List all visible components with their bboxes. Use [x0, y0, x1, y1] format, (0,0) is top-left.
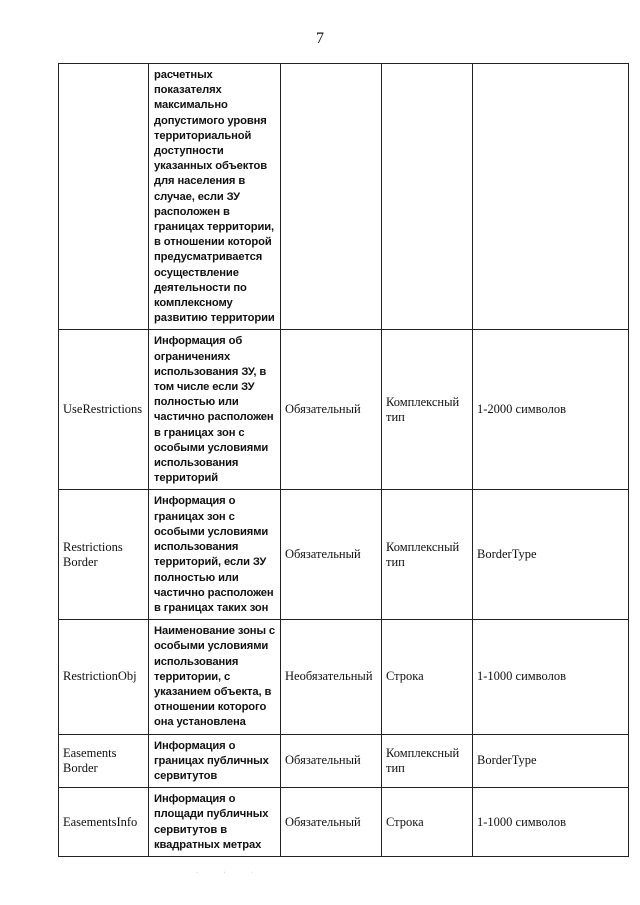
format-cell: BorderType — [473, 490, 629, 620]
table-row — [59, 620, 629, 734]
required-cell: Обязательный — [281, 734, 382, 788]
format-cell: 1-1000 символов — [473, 620, 629, 734]
format-cell: 1-1000 символов — [473, 788, 629, 857]
table-row — [59, 490, 629, 620]
type-cell — [382, 64, 473, 330]
element-name-cell: EasementsInfo — [59, 788, 149, 857]
type-cell: Комплексный тип — [382, 734, 473, 788]
required-cell: Обязательный — [281, 788, 382, 857]
element-name-cell: Easements Border — [59, 734, 149, 788]
element-name-cell: Restrictions Border — [59, 490, 149, 620]
required-cell — [281, 64, 382, 330]
table-row — [59, 734, 629, 788]
description-cell: Информация о площади публичных сервитутов в квадратных метрах — [149, 788, 281, 857]
description-cell: расчетных показателях максимально допустимого уровня территориальной доступности указанных объектов для населения в случае, если ЗУ расположен в границах территории, в отношении которой предусматривается осуществление деятельности по комплексному развитию территории — [149, 64, 281, 330]
format-cell: 1-2000 символов — [473, 330, 629, 490]
type-cell: Комплексный тип — [382, 330, 473, 490]
page-number: 7 — [316, 30, 324, 47]
description-cell: Наименование зоны с особыми условиями использования территории, с указанием объекта, в отношении которого она установлена — [149, 620, 281, 734]
element-name-cell: UseRestrictions — [59, 330, 149, 490]
description-cell: Информация о границах зон с особыми условиями использования территорий, если ЗУ полностью или частично расположен в границах таких зон — [149, 490, 281, 620]
description-cell: Информация об ограничениях использования ЗУ, в том числе если ЗУ полностью или частично расположен в границах зон с особыми условиями использования территорий — [149, 330, 281, 490]
format-cell: BorderType — [473, 734, 629, 788]
type-cell: Строка — [382, 620, 473, 734]
type-cell: Комплексный тип — [382, 490, 473, 620]
required-cell: Обязательный — [281, 330, 382, 490]
element-name-cell — [59, 64, 149, 330]
table-row — [59, 788, 629, 857]
table-row — [59, 64, 629, 330]
table-row — [59, 330, 629, 490]
description-cell: Информация о границах публичных сервитутов — [149, 734, 281, 788]
required-cell: Необязательный — [281, 620, 382, 734]
element-name-cell: RestrictionObj — [59, 620, 149, 734]
required-cell: Обязательный — [281, 490, 382, 620]
scan-specks: · · · — [196, 870, 265, 876]
spec-table — [58, 63, 629, 857]
format-cell — [473, 64, 629, 330]
type-cell: Строка — [382, 788, 473, 857]
